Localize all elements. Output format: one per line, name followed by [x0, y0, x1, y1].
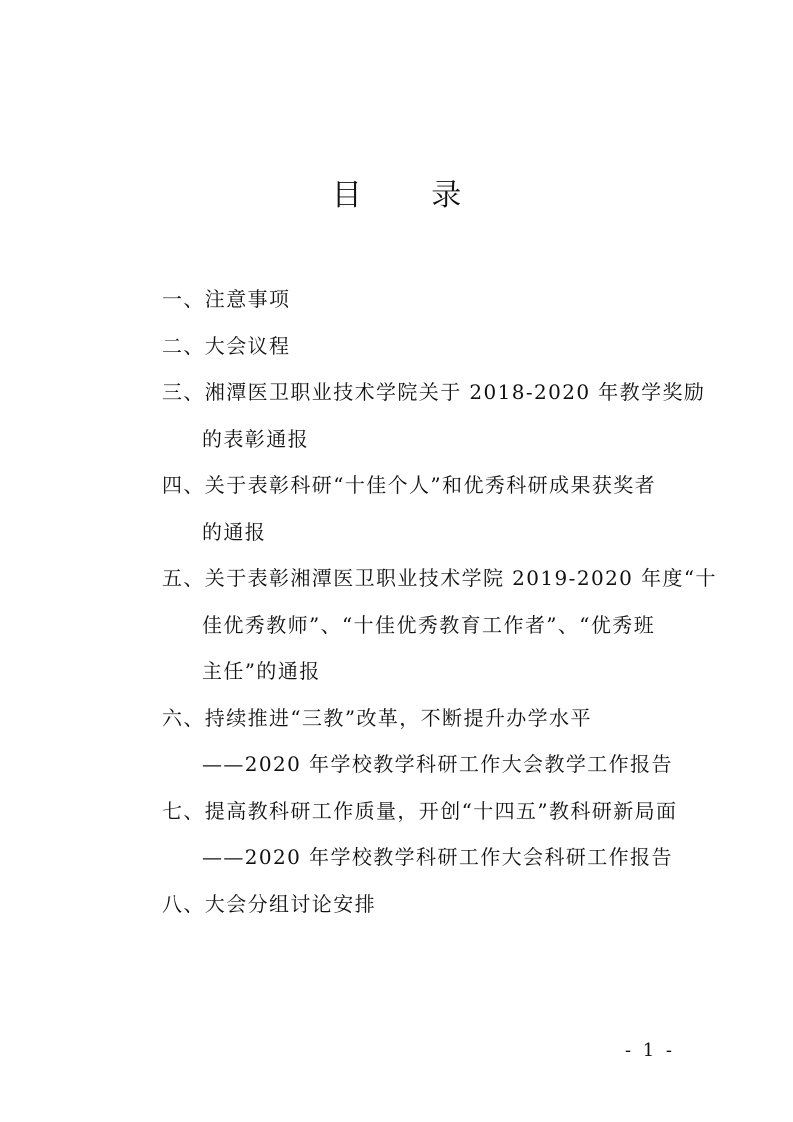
toc-entry-line: 四、关于表彰科研“十佳个人”和优秀科研成果获奖者 [162, 473, 657, 497]
toc-entry-line-continued: 的表彰通报 [202, 426, 309, 451]
toc-entry-7 [162, 788, 682, 881]
toc-entry-line: 一、注意事项 [162, 287, 291, 311]
toc-entry-line: 三、湘潭医卫职业技术学院关于 2018-2020 年教学奖励 [162, 380, 706, 404]
toc-entry-3 [162, 369, 706, 462]
toc-entry-4 [162, 462, 682, 555]
table-of-contents [162, 276, 717, 927]
toc-entry-subtitle: ——2020 年学校教学科研工作大会科研工作报告 [202, 845, 673, 869]
toc-entry-6 [162, 695, 682, 788]
toc-entry-line: 八、大会分组讨论安排 [162, 891, 376, 916]
toc-entry-line: 五、关于表彰湘潭医卫职业技术学院 2019-2020 年度“十 [162, 566, 717, 590]
toc-entry-line-continued: 的通报 [202, 519, 267, 544]
toc-entry-8 [162, 881, 682, 928]
toc-entry-1 [162, 276, 682, 323]
toc-entry-2 [162, 323, 682, 370]
toc-entry-line: 六、持续推进“三教”改革，不断提升办学水平 [162, 705, 592, 730]
toc-entry-line: 二、大会议程 [162, 333, 291, 358]
toc-entry-line: 七、提高教科研工作质量，开创“十四五”教科研新局面 [162, 798, 678, 823]
toc-entry-line-continued: 佳优秀教师”、“十佳优秀教育工作者”、“优秀班 [202, 612, 656, 637]
toc-entry-subtitle: ——2020 年学校教学科研工作大会教学工作报告 [202, 752, 673, 776]
page-title: 目 录 [331, 178, 492, 213]
toc-entry-5 [162, 555, 717, 695]
toc-entry-line-continued: 主任”的通报 [202, 659, 321, 683]
page-number: - 1 - [624, 1040, 675, 1061]
